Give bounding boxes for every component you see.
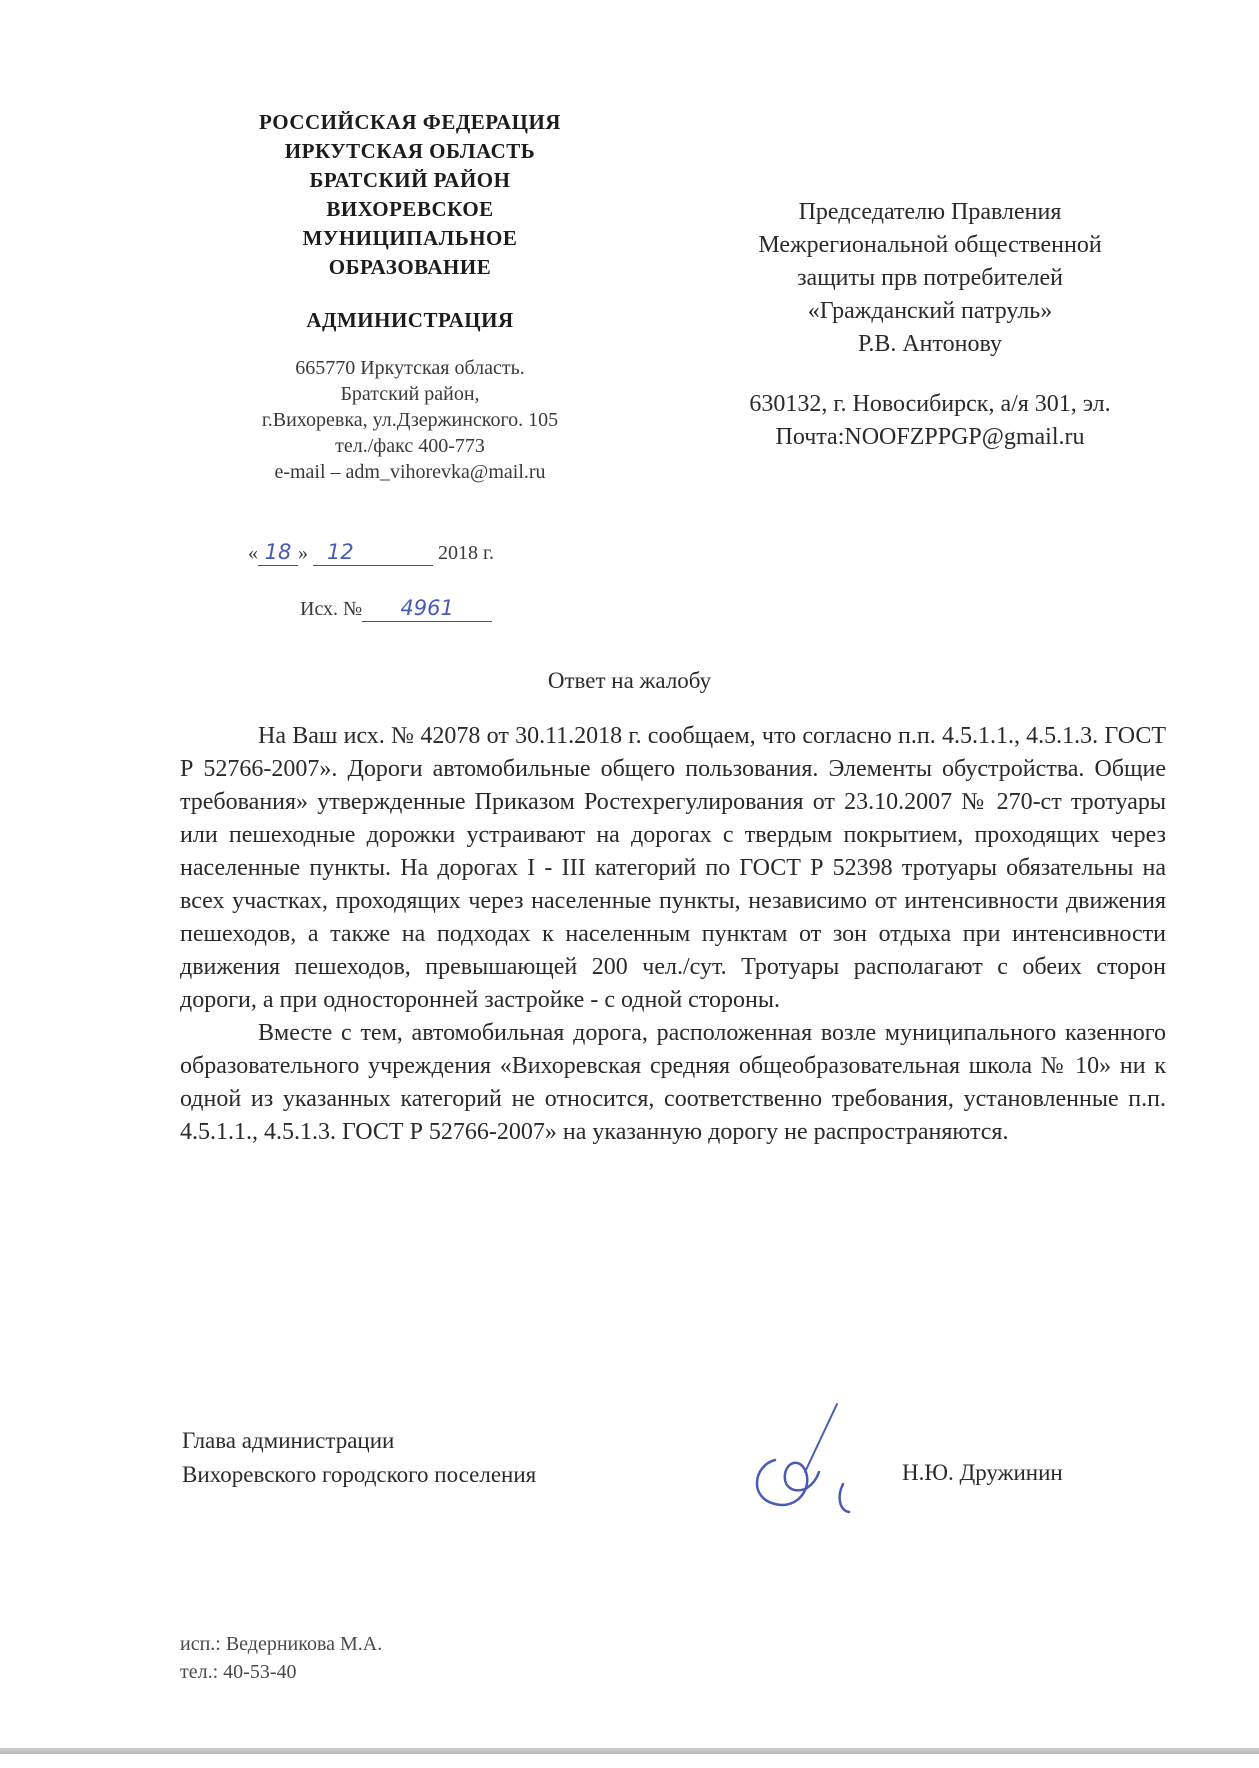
signatory-name: Н.Ю. Дружинин xyxy=(902,1460,1063,1485)
date-close-quote: » xyxy=(298,542,308,564)
addressee-line: «Гражданский патруль» xyxy=(807,298,1053,324)
signatory-title-line: Вихоревского городского поселения xyxy=(182,1462,537,1487)
body-paragraph: Вместе с тем, автомобильная дорога, расположенная возле муниципального казенного образовательного учреждения «Вихоревская средняя общеобразовательная школа № 10» ни к одной из указанных категорий не относится, соответственно требования, установленные п.п. 4.5.1.1., 4.5.1.3. ГОСТ Р 52766-2007» на указанную дорогу не распространяются. xyxy=(180,1020,1166,1145)
date-day: 18 xyxy=(264,540,292,564)
addressee-line: защиты прв потребителей xyxy=(797,265,1063,291)
addressee-block xyxy=(660,196,1200,454)
sender-admin-title: АДМИНИСТРАЦИЯ xyxy=(306,308,514,332)
letter-body xyxy=(180,720,1166,1149)
address-line: г.Вихоревка, ул.Дзержинского. 105 xyxy=(261,409,559,431)
executor-line: тел.: 40-53-40 xyxy=(180,1661,297,1683)
sender-line: МУНИЦИПАЛЬНОЕ xyxy=(302,226,518,250)
address-line: тел./факс 400-773 xyxy=(335,435,485,457)
addressee-line: Межрегиональной общественной xyxy=(758,232,1102,258)
signatory-title-line: Глава администрации xyxy=(182,1428,395,1453)
handwritten-signature xyxy=(735,1400,875,1525)
outgoing-reference xyxy=(300,596,492,622)
contact-line: Почта:NOOFZPPGP@gmail.ru xyxy=(775,424,1085,450)
sender-line: РОССИЙСКАЯ ФЕДЕРАЦИЯ xyxy=(259,110,561,134)
address-line: e-mail – adm_vihorevka@mail.ru xyxy=(274,461,546,483)
address-line: Братский район, xyxy=(340,383,480,405)
outgoing-label: Исх. № xyxy=(300,598,363,620)
sender-address xyxy=(200,355,620,485)
sender-line: ИРКУТСКАЯ ОБЛАСТЬ xyxy=(284,139,536,163)
sender-line: БРАТСКИЙ РАЙОН xyxy=(309,168,511,192)
addressee-contact xyxy=(660,388,1200,454)
scan-edge xyxy=(0,1748,1259,1754)
executor-line: исп.: Ведерникова М.А. xyxy=(180,1633,383,1655)
sender-line: ОБРАЗОВАНИЕ xyxy=(328,255,492,279)
addressee-line: Р.В. Антонову xyxy=(857,331,1003,357)
signatory-title xyxy=(182,1424,536,1492)
date-month: 12 xyxy=(327,540,354,564)
date-year: 2018 г. xyxy=(438,542,494,564)
document-date xyxy=(248,540,494,566)
outgoing-number: 4961 xyxy=(400,596,454,620)
addressee-line: Председателю Правления xyxy=(798,199,1062,225)
sender-line: ВИХОРЕВСКОЕ xyxy=(326,197,494,221)
body-paragraph: На Ваш исх. № 42078 от 30.11.2018 г. сообщаем, что согласно п.п. 4.5.1.1., 4.5.1.3. ГОСТ Р 52766-2007». Дороги автомобильные общего пользования. Элементы обустройства. Общие требования» утвержденные Приказом Ростехрегулирования от 23.10.2007 № 270-ст тротуары или пешеходные дорожки устраивают на дорогах с твердым покрытием, проходящих через населенные пункты. На дорогах I - III категорий по ГОСТ Р 52398 тротуары обязательны на всех участках, проходящих через населенные пункты, независимо от интенсивности движения пешеходов, а также на подходах к населенным пунктам от зон отдыха при интенсивности движения пешеходов, превышающей 200 чел./сут. Тротуары располагают с обеих сторон дороги, а при односторонней застройке - с одной стороны. xyxy=(180,723,1166,1013)
contact-line: 630132, г. Новосибирск, а/я 301, эл. xyxy=(749,391,1111,417)
sender-block xyxy=(200,108,620,485)
letter-subject: Ответ на жалобу xyxy=(547,668,712,693)
address-line: 665770 Иркутская область. xyxy=(295,357,525,379)
date-open-quote: « xyxy=(248,542,258,564)
executor-info xyxy=(180,1630,382,1686)
